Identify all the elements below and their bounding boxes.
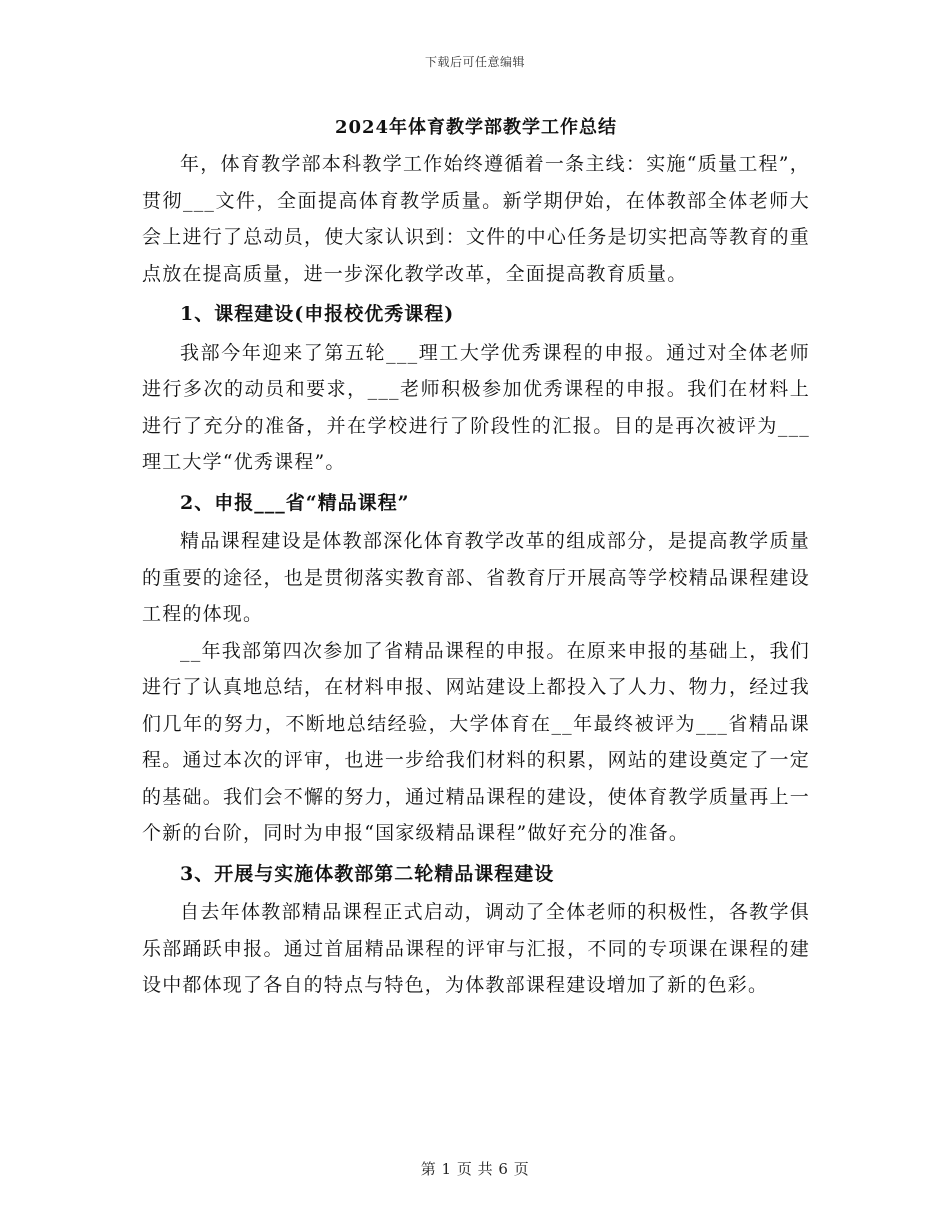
section-1-heading: 1、课程建设(申报校优秀课程) bbox=[180, 303, 455, 325]
section-1-paragraph: 我部今年迎来了第五轮___理工大学优秀课程的申报。通过对全体老师进行多次的动员和要求，___老师积极参加优秀课程的申报。我们在材料上进行了充分的准备，并在学校进行了阶段性的汇报。目的是再次被评为___理工大学“优秀课程”。 bbox=[142, 341, 810, 473]
section-2-heading: 2、申报___省“精品课程” bbox=[180, 491, 410, 514]
document-title: 2024年体育教学部教学工作总结 bbox=[334, 117, 618, 138]
document-body bbox=[142, 112, 810, 1004]
section-3-paragraph: 自去年体教部精品课程正式启动，调动了全体老师的积极性，各教学俱乐部踊跃申报。通过首届精品课程的评审与汇报，不同的专项课在课程的建设中都体现了各自的特点与特色，为体教部课程建设增加了新的色彩。 bbox=[142, 901, 810, 996]
section-2-paragraph-1: 精品课程建设是体教部深化体育教学改革的组成部分，是提高教学质量的重要的途径，也是贯彻落实教育部、省教育厅开展高等学校精品课程建设工程的体现。 bbox=[142, 530, 810, 625]
page-indicator: 第 1 页 共 6 页 bbox=[420, 1160, 530, 1178]
section-3-heading: 3、开展与实施体教部第二轮精品课程建设 bbox=[180, 862, 555, 885]
section-2-paragraph-2: __年我部第四次参加了省精品课程的申报。在原来申报的基础上，我们进行了认真地总结，在材料申报、网站建设上都投入了人力、物力，经过我们几年的努力，不断地总结经验，大学体育在__年最终被评为___省精品课程。通过本次的评审，也进一步给我们材料的积累，网站的建设奠定了一定的基础。我们会不懈的努力，通过精品课程的建设，使体育教学质量再上一个新的台阶，同时为申报“国家级精品课程”做好充分的准备。 bbox=[142, 639, 810, 844]
intro-paragraph: 年，体育教学部本科教学工作始终遵循着一条主线：实施“质量工程”，贯彻___文件，全面提高体育教学质量。新学期伊始，在体教部全体老师大会上进行了总动员，使大家认识到：文件的中心任务是切实把高等教育的重点放在提高质量，进一步深化教学改革，全面提高教育质量。 bbox=[142, 153, 810, 285]
header-note: 下载后可任意编辑 bbox=[424, 55, 525, 69]
